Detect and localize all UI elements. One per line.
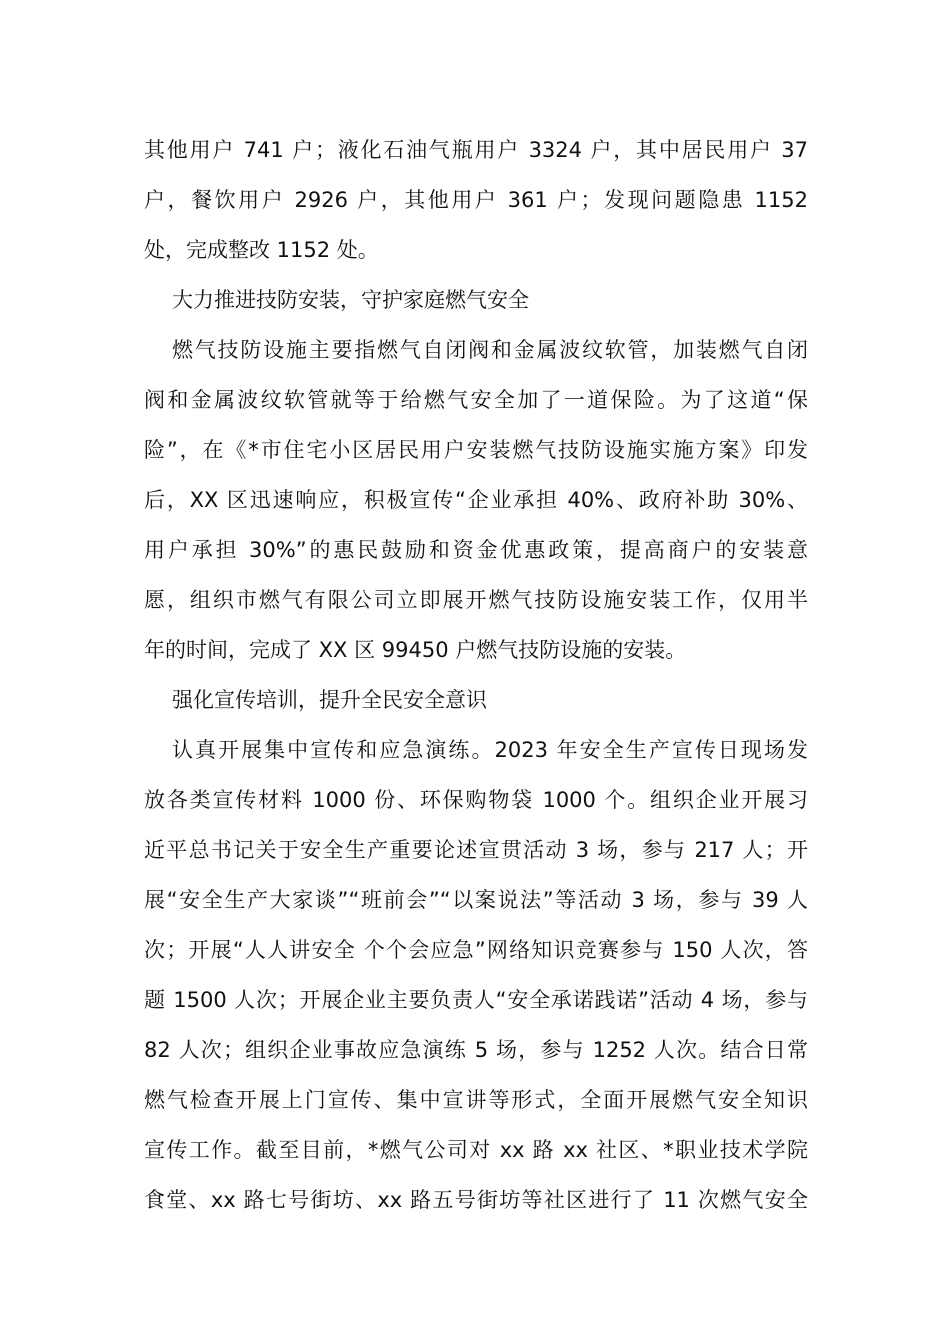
document-body [144,125,808,1225]
text-line: 后，XX 区迅速响应，积极宣传“企业承担 40%、政府补助 30%、 [144,488,808,512]
text-line: 阀和金属波纹软管就等于给燃气安全加了一道保险。为了这道“保 [144,388,808,412]
text-line: 次；开展“人人讲安全 个个会应急”网络知识竞赛参与 150 人次，答 [144,938,808,962]
text-line: 其他用户 741 户；液化石油气瓶用户 3324 户，其中居民用户 37 [144,138,808,162]
text-line: 燃气检查开展上门宣传、集中宣讲等形式，全面开展燃气安全知识 [144,1088,808,1112]
section-heading-training: 强化宣传培训，提升全民安全意识 [172,688,487,712]
text-line: 认真开展集中宣传和应急演练。2023 年安全生产宣传日现场发 [172,738,808,762]
text-line: 题 1500 人次；开展企业主要负责人“安全承诺践诺”活动 4 场，参与 [144,988,808,1012]
text-line: 户，餐饮用户 2926 户，其他用户 361 户；发现问题隐患 1152 [144,188,808,212]
text-line: 食堂、xx 路七号街坊、xx 路五号街坊等社区进行了 11 次燃气安全 [144,1188,808,1212]
text-line: 处，完成整改 1152 处。 [144,238,379,262]
text-line: 放各类宣传材料 1000 份、环保购物袋 1000 个。组织企业开展习 [144,788,808,812]
text-line: 近平总书记关于安全生产重要论述宣贯活动 3 场，参与 217 人；开 [144,838,808,862]
text-line: 险”，在《*市住宅小区居民用户安装燃气技防设施实施方案》印发 [144,438,808,462]
text-line: 年的时间，完成了 XX 区 99450 户燃气技防设施的安装。 [144,638,687,662]
text-line: 宣传工作。截至目前，*燃气公司对 xx 路 xx 社区、*职业技术学院 [144,1138,808,1162]
text-line: 展“安全生产大家谈”“班前会”“以案说法”等活动 3 场，参与 39 人 [144,888,808,912]
text-line: 82 人次；组织企业事故应急演练 5 场，参与 1252 人次。结合日常 [144,1038,808,1062]
text-line: 燃气技防设施主要指燃气自闭阀和金属波纹软管，加装燃气自闭 [172,338,808,362]
text-line: 用户承担 30%”的惠民鼓励和资金优惠政策，提高商户的安装意 [144,538,808,562]
section-heading-tech-prevention: 大力推进技防安装，守护家庭燃气安全 [172,288,529,312]
text-line: 愿，组织市燃气有限公司立即展开燃气技防设施安装工作，仅用半 [144,588,808,612]
